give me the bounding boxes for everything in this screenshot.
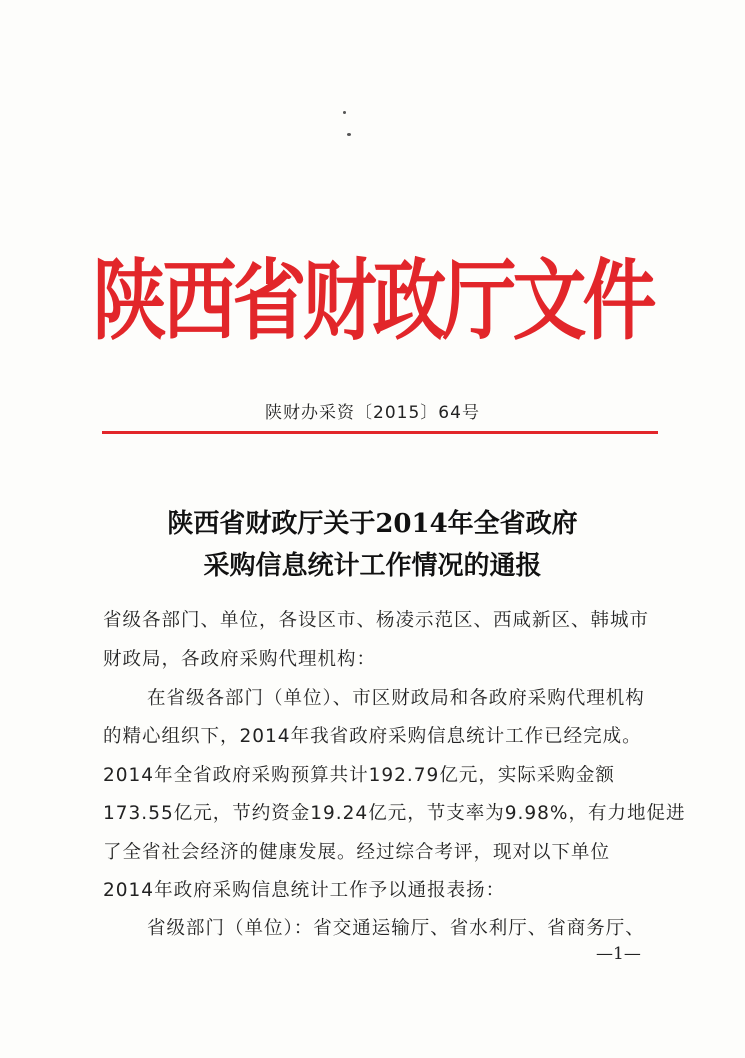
page-number: —1— xyxy=(596,944,641,964)
body-line: 财政局，各政府采购代理机构： xyxy=(103,649,377,670)
body-line: 省级各部门、单位，各设区市、杨凌示范区、西咸新区、韩城市 xyxy=(103,610,650,631)
body-line: 173.55亿元，节约资金19.24亿元，节支率为9.98%，有力地促进 xyxy=(103,803,686,824)
scan-speck xyxy=(347,133,351,136)
body-line: 在省级各部门（单位）、市区财政局和各政府采购代理机构 xyxy=(147,688,645,709)
scan-speck xyxy=(343,111,346,114)
letterhead-title: 陕西省财政厅文件 xyxy=(92,250,653,353)
body-line: 的精心组织下，2014年我省政府采购信息统计工作已经完成。 xyxy=(103,726,642,747)
notice-title-line-1: 陕西省财政厅关于2014年全省政府 xyxy=(167,509,578,539)
document-number: 陕财办采资〔2015〕64号 xyxy=(265,403,480,423)
body-line: 省级部门（单位）：省交通运输厅、省水利厅、省商务厅、 xyxy=(147,918,645,939)
notice-title-line-2: 采购信息统计工作情况的通报 xyxy=(203,551,542,581)
red-divider xyxy=(102,431,658,434)
body-line: 2014年全省政府采购预算共计192.79亿元，实际采购金额 xyxy=(103,765,615,786)
body-line: 了全省社会经济的健康发展。经过综合考评，现对以下单位 xyxy=(103,842,611,863)
body-line: 2014年政府采购信息统计工作予以通报表扬： xyxy=(103,880,506,901)
